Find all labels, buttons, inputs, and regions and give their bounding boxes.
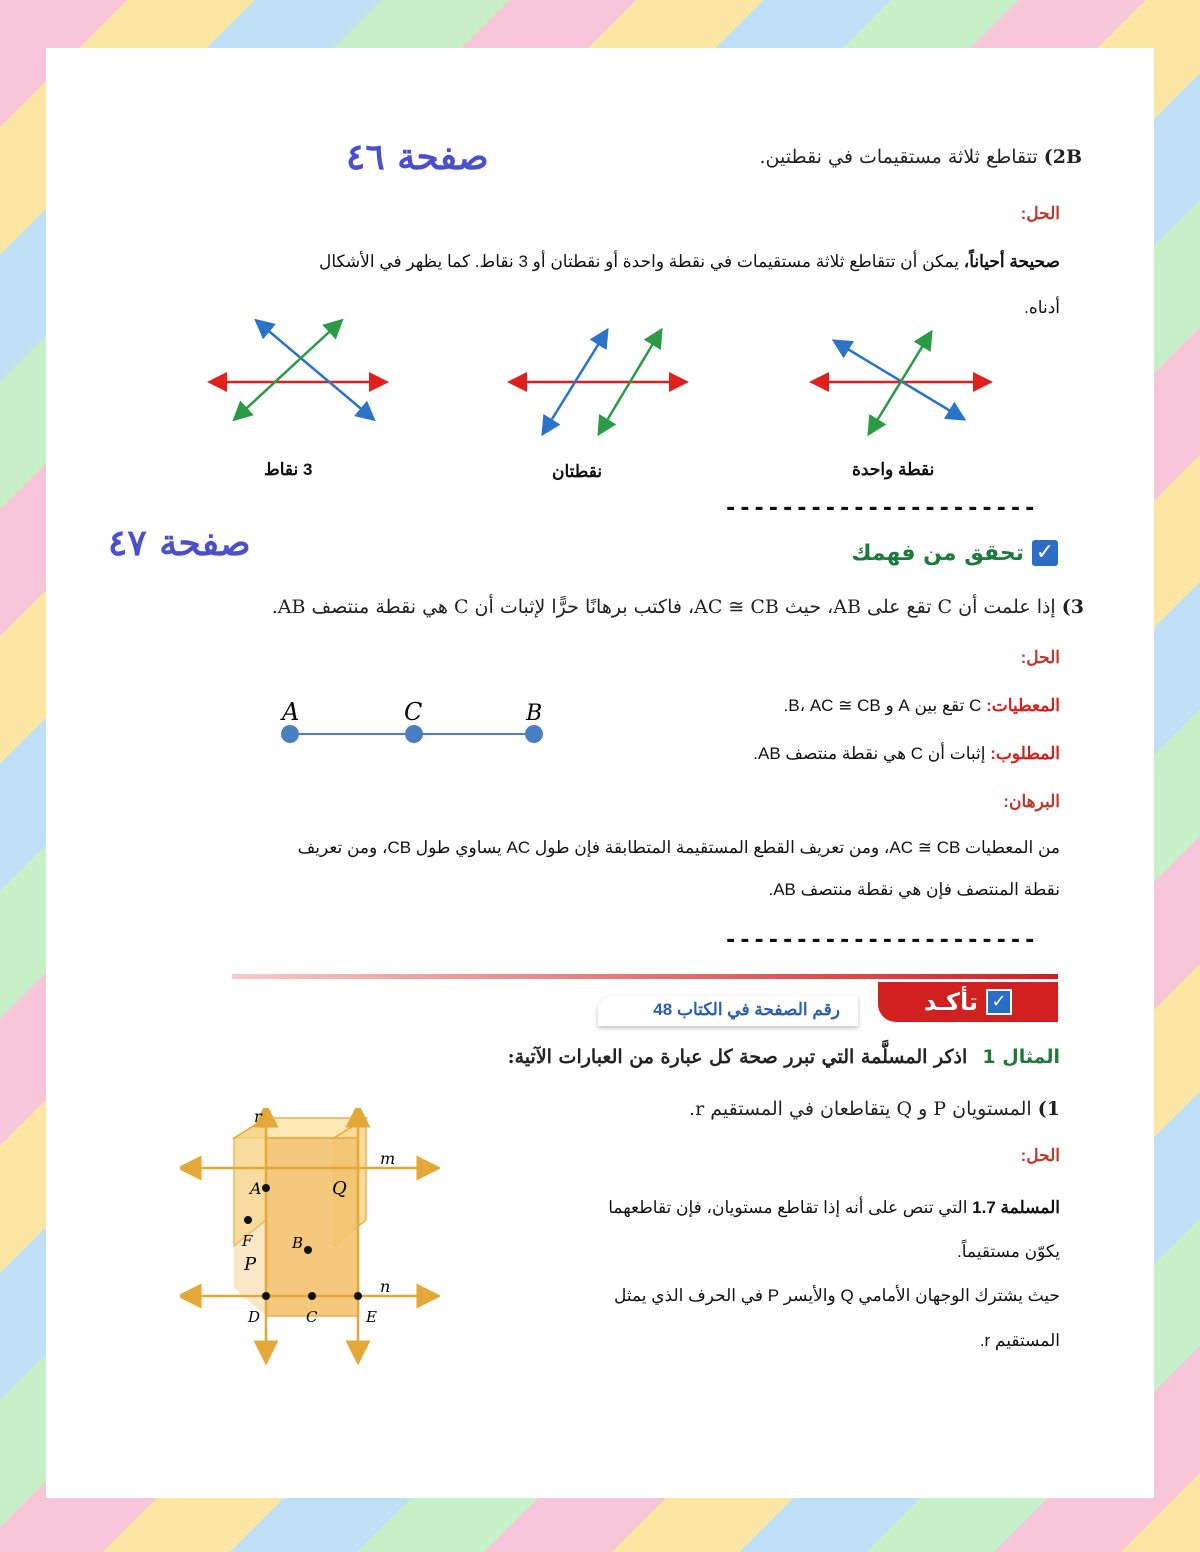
figure-one-point	[814, 334, 988, 432]
planes-box-figure	[180, 1108, 440, 1368]
segment-diagram	[268, 694, 558, 754]
example-text: اذكر المسلَّمة التي تبرر صحة كل عبارة من العبارات الآتية:	[507, 1046, 968, 1068]
question-text: تتقاطع ثلاثة مستقيمات في نقطتين.	[759, 146, 1038, 168]
check-title-text: تحقق من فهمك	[851, 540, 1024, 566]
caption-three-points: 3 نقاط	[264, 460, 313, 479]
confirm-banner	[232, 974, 1058, 1032]
answer-bold: صحيحة أحياناً،	[963, 252, 1060, 271]
plane-p-label: P	[244, 1254, 257, 1275]
point-d-label: D	[248, 1308, 261, 1326]
postulate-answer	[470, 1186, 1060, 1363]
proof-label: البرهان:	[1003, 792, 1060, 811]
solution-label: الحل:	[1020, 204, 1060, 223]
question-3	[84, 596, 1084, 618]
figure-two-points	[512, 332, 684, 432]
point-b-label: B	[292, 1234, 304, 1252]
item-1	[360, 1098, 1060, 1120]
point-a	[281, 725, 299, 743]
example-label: المثال 1	[982, 1046, 1060, 1068]
answer-line-1	[130, 246, 1060, 278]
page-46-header: صفحة ٤٦	[346, 136, 489, 178]
label-a: A	[282, 698, 300, 726]
solution-label: الحل:	[1020, 1146, 1060, 1165]
proof-line-1: من المعطيات AC ≅ CB، ومن تعريف القطع المستقيمة المتطابقة فإن طول AC يساوي طول CB، ومن تعريف	[297, 838, 1060, 857]
line-m-label: m	[380, 1149, 396, 1168]
checkbox-icon: ✓	[1032, 540, 1058, 566]
point-b	[525, 725, 543, 743]
item-text: المستويان P و Q يتقاطعان في المستقيم r.	[689, 1098, 1032, 1120]
question-text: إذا علمت أن C تقع على AB، حيث AC ≅ CB، فاكتب برهانًا حرًّا لإثبات أن C هي نقطة منتصف AB.	[271, 596, 1056, 618]
item-number: 1)	[1037, 1098, 1060, 1120]
proof-line-2: نقطة المنتصف فإن هي نقطة منتصف AB.	[768, 880, 1060, 900]
banner-title: تأكـد	[923, 988, 979, 1016]
answer-line-3: حيث يشترك الوجهان الأمامي Q والأيسر P في الحرف الذي يمثل	[613, 1286, 1060, 1306]
required-line	[640, 738, 1060, 770]
section-divider-2: ----------------------	[724, 928, 1038, 953]
figure-three-points	[212, 322, 384, 418]
solution-label: الحل:	[1020, 648, 1060, 667]
point-e-label: E	[366, 1308, 377, 1326]
proof-paragraph	[60, 832, 1060, 907]
answer-line-2: أدناه.	[1024, 298, 1060, 318]
answer-line-2: يكوّن مستقيماً.	[957, 1242, 1060, 1262]
label-b: B	[526, 701, 543, 726]
question-number: 3)	[1061, 596, 1084, 618]
postulate-name: المسلمة 1.7	[972, 1198, 1060, 1217]
example-heading	[360, 1046, 1060, 1068]
intersection-figures	[196, 310, 1016, 460]
line-n-label: n	[380, 1277, 391, 1296]
page-47-header: صفحة ٤٧	[108, 522, 251, 564]
worksheet-page	[46, 48, 1154, 1498]
given-line	[640, 690, 1060, 722]
question-number: 2B)	[1043, 146, 1082, 168]
given-label: المعطيات:	[986, 696, 1060, 715]
required-label: المطلوب:	[990, 744, 1060, 763]
line-r-label: r	[254, 1108, 262, 1126]
point-q-label: Q	[332, 1178, 347, 1199]
section-divider-1: ----------------------	[724, 496, 1038, 521]
checkbox-icon: ✓	[986, 989, 1012, 1015]
point-c	[405, 725, 423, 743]
answer-text-1: التي تنص على أنه إذا تقاطع مستويان، فإن تقاطعهما	[608, 1198, 968, 1217]
point-a-label: A	[250, 1179, 262, 1198]
caption-two-points: نقطتان	[552, 462, 603, 481]
caption-one-point: نقطة واحدة	[852, 460, 935, 479]
banner-line	[232, 974, 1058, 979]
required-text: إثبات أن C هي نقطة منتصف AB.	[753, 744, 986, 763]
banner-title-box	[878, 982, 1058, 1022]
point-f-label: F	[242, 1232, 253, 1250]
given-text: C تقع بين A و B، AC ≅ CB.	[783, 696, 982, 715]
check-understanding-title	[851, 540, 1058, 566]
answer-text-1: يمكن أن تتقاطع ثلاثة مستقيمات في نقطة واحدة أو نقطتان أو 3 نقاط. كما يظهر في الأشكال	[319, 252, 959, 271]
question-2b	[482, 146, 1082, 168]
point-c-label: C	[306, 1308, 318, 1326]
label-c: C	[404, 698, 423, 726]
answer-line-1	[470, 1186, 1060, 1230]
answer-line-4: المستقيم r.	[979, 1330, 1060, 1350]
book-page-label: رقم الصفحة في الكتاب 48	[653, 1000, 840, 1019]
